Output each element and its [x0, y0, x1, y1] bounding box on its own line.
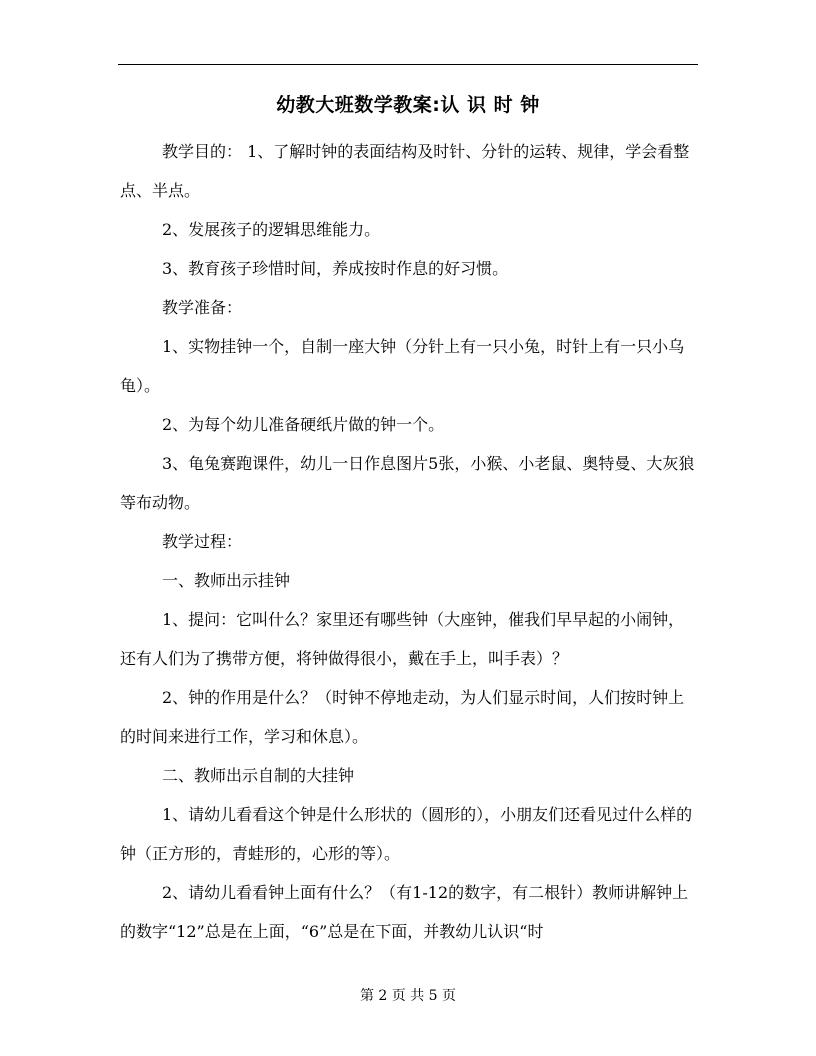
document-body	[120, 132, 700, 951]
paragraph-preparation-heading: 教学准备：	[162, 298, 243, 317]
header-rule	[118, 64, 698, 65]
paragraph-preparation-2: 2、为每个幼儿准备硬纸片做的钟一个。	[162, 415, 445, 434]
document-title: 幼教大班数学教案:认 识 时 钟	[276, 94, 540, 116]
paragraph-section-2-heading: 二、教师出示自制的大挂钟	[162, 766, 355, 785]
paragraph-section-2-item-2: 2、请幼儿看看钟上面有什么？（有1-12的数字，有二根针）教师讲解钟上的数字“12”总是在上面，“6”总是在下面，并教幼儿认识“时	[120, 883, 689, 941]
paragraph-objective-3: 3、教育孩子珍惜时间，养成按时作息的好习惯。	[162, 259, 509, 278]
paragraph-section-1-heading: 一、教师出示挂钟	[162, 571, 291, 590]
paragraph-process-heading: 教学过程：	[162, 532, 243, 551]
paragraph-section-1-item-2: 2、钟的作用是什么？（时钟不停地走动，为人们显示时间，人们按时钟上的时间来进行工作，学习和休息）。	[120, 688, 685, 746]
paragraph-section-1-item-1: 1、提问：它叫什么？家里还有哪些钟（大座钟，催我们早早起的小闹钟，还有人们为了携带方便，将钟做得很小，戴在手上，叫手表）？	[120, 610, 685, 668]
paragraph-preparation-3: 3、龟兔赛跑课件，幼儿一日作息图片5张，小猴、小老鼠、奥特曼、大灰狼等布动物。	[120, 454, 695, 512]
page-footer: 第 2 页 共 5 页	[359, 988, 457, 1004]
paragraph-objective-2: 2、发展孩子的逻辑思维能力。	[162, 220, 381, 239]
paragraph-preparation-1: 1、实物挂钟一个，自制一座大钟（分针上有一只小兔，时针上有一只小乌龟）。	[120, 337, 685, 395]
paragraph-objectives: 教学目的： 1、了解时钟的表面结构及时针、分针的运转、规律，学会看整点、半点。	[120, 142, 690, 200]
paragraph-section-2-item-1: 1、请幼儿看看这个钟是什么形状的（圆形的），小朋友们还看见过什么样的钟（正方形的，青蛙形的，心形的等）。	[120, 805, 693, 863]
